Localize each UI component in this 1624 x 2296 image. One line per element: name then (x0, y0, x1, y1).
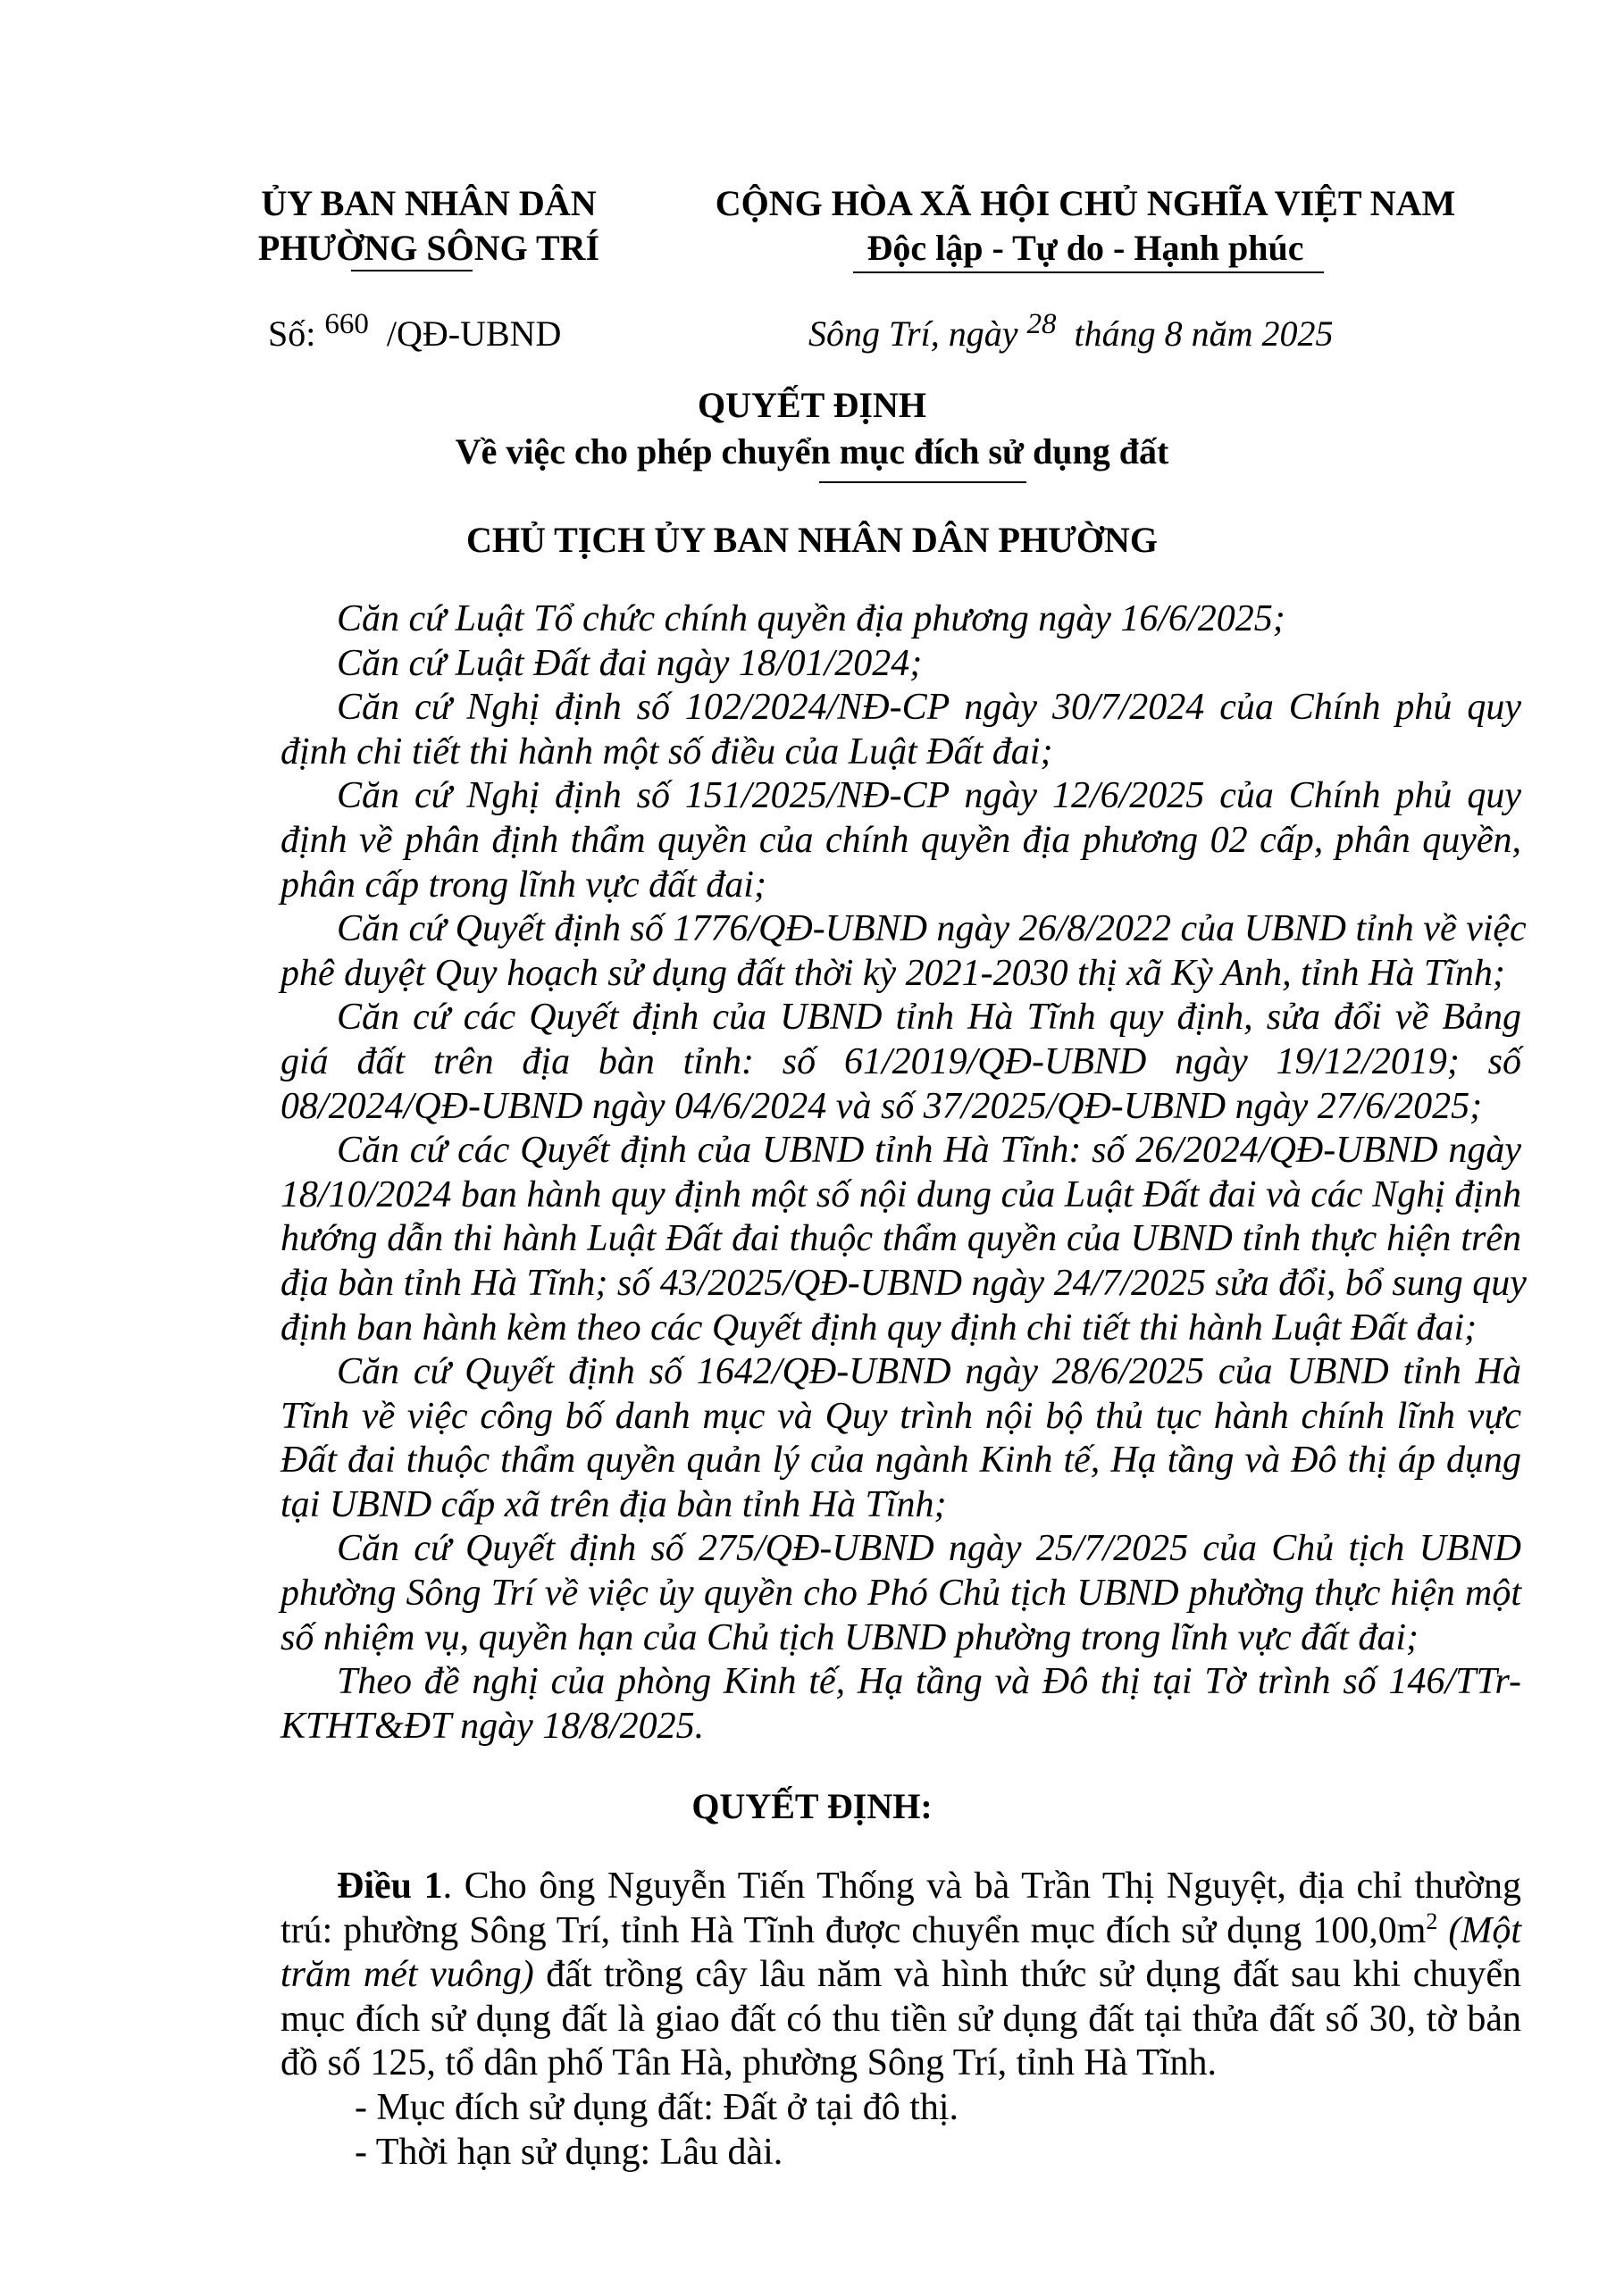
basis-line: Căn cứ Nghị định số 102/2024/NĐ-CP ngày 30/7/2024 của Chính phủ quy (337, 687, 1521, 729)
land-use-term: - Thời hạn sử dụng: Lâu dài. (355, 2131, 783, 2173)
number-value: 660 (324, 308, 369, 340)
authority-heading: CHỦ TỊCH ỦY BAN NHÂN DÂN PHƯỜNG (465, 520, 1159, 560)
basis-line: Căn cứ các Quyết định của UBND tỉnh Hà Tĩnh quy định, sửa đổi về Bảng (337, 997, 1521, 1039)
basis-line: giá đất trên địa bàn tỉnh: số 61/2019/QĐ-UBND ngày 19/12/2019; số (280, 1040, 1521, 1082)
legal-basis (280, 597, 1527, 1749)
basis-line: hướng dẫn thi hành Luật Đất đai thuộc thẩm quyền của UBND tỉnh thực hiện trên (280, 1218, 1521, 1260)
national-title: CỘNG HÒA XÃ HỘI CHỦ NGHĨA VIỆT NAM Độc lập - Tự do - Hạnh phúc (715, 183, 1456, 268)
basis-line: tại UBND cấp xã trên địa bàn tỉnh Hà Tĩnh; (280, 1483, 947, 1525)
basis-line: Đất đai thuộc thẩm quyền quản lý của ngành Kinh tế, Hạ tầng và Đô thị áp dụng (280, 1440, 1521, 1482)
land-use-purpose: - Mục đích sử dụng đất: Đất ở tại đô thị. (355, 2086, 959, 2128)
basis-line: 18/10/2024 ban hành quy định một số nội dung của Luật Đất đai và các Nghị định (280, 1173, 1521, 1215)
basis-line: địa bàn tỉnh Hà Tĩnh; số 43/2025/QĐ-UBND ngày 24/7/2025 sửa đổi, bổ sung quy (280, 1262, 1527, 1304)
basis-line: Căn cứ Luật Tổ chức chính quyền địa phương ngày 16/6/2025; (337, 598, 1285, 639)
basis-line: số nhiệm vụ, quyền hạn của Chủ tịch UBND phường trong lĩnh vực đất đai; (280, 1616, 1419, 1658)
basis-line: Căn cứ các Quyết định của UBND tỉnh Hà Tĩnh: số 26/2024/QĐ-UBND ngày (337, 1130, 1521, 1172)
basis-line: phường Sông Trí về việc ủy quyền cho Phó Chủ tịch UBND phường thực hiện một (280, 1573, 1521, 1615)
article-line: trăm mét vuông) đất trồng cây lâu năm và hình thức sử dụng đất sau khi chuyển (280, 1954, 1521, 1996)
document-number: Số: $^{660}$ /QĐ-UBND (268, 308, 562, 354)
subtitle-underline (819, 481, 1026, 483)
article-line: mục đích sử dụng đất là giao đất có thu tiền sử dụng đất tại thửa đất số 30, tờ bản (280, 1998, 1521, 2040)
basis-line: Tĩnh về việc công bố danh mục và Quy trình nội bộ thủ tục hành chính lĩnh vực (280, 1395, 1521, 1437)
issuer-underline (351, 270, 473, 271)
motto-underline (853, 271, 1324, 273)
date-day: 28 (1026, 308, 1057, 340)
basis-line: 08/2024/QĐ-UBND ngày 04/6/2024 và số 37/2025/QĐ-UBND ngày 27/6/2025; (280, 1085, 1483, 1127)
document-title: QUYẾT ĐỊNH (698, 385, 926, 425)
basis-line: Căn cứ Quyết định số 1642/QĐ-UBND ngày 28/6/2025 của UBND tỉnh Hà (337, 1351, 1521, 1393)
basis-line: Căn cứ Luật Đất đai ngày 18/01/2024; (337, 642, 923, 684)
basis-line: KTHT&ĐT ngày 18/8/2025. (280, 1705, 705, 1747)
article-line: đồ số 125, tổ dân phố Tân Hà, phường Sông Trí, tỉnh Hà Tĩnh. (280, 2042, 1217, 2084)
basis-line: Căn cứ Quyết định số 1776/QĐ-UBND ngày 26/8/2022 của UBND tỉnh về việc (337, 908, 1527, 950)
basis-line: định chi tiết thi hành một số điều của Luật Đất đai; (280, 731, 1053, 772)
basis-line: định ban hành kèm theo các Quyết định quy định chi tiết thi hành Luật Đất đai; (280, 1307, 1478, 1348)
basis-line: phê duyệt Quy hoạch sử dụng đất thời kỳ 2021-2030 thị xã Kỳ Anh, tỉnh Hà Tĩnh; (280, 952, 1505, 994)
article-1 (280, 1865, 1521, 2175)
issuer-name: ỦY BAN NHÂN DÂN PHƯỜNG SÔNG TRÍ (257, 183, 600, 268)
document-subtitle: Về việc cho phép chuyển mục đích sử dụng đất (455, 431, 1169, 472)
article-label: Điều 1 (337, 1866, 443, 1907)
basis-line: Theo đề nghị của phòng Kinh tế, Hạ tầng và Đô thị tại Tờ trình số 146/TTr- (337, 1661, 1521, 1703)
article-line: trú: phường Sông Trí, tỉnh Hà Tĩnh được chuyển mục đích sử dụng $100,0m^2$ (Một (280, 1908, 1521, 1951)
basis-line: Căn cứ Nghị định số 151/2025/NĐ-CP ngày 12/6/2025 của Chính phủ quy (337, 775, 1521, 817)
decision-heading: QUYẾT ĐỊNH: (691, 1786, 933, 1826)
document-date: Sông Trí, ngày $^{28}$ tháng 8 năm 2025 (808, 308, 1334, 354)
basis-line: định về phân định thẩm quyền của chính quyền địa phương 02 cấp, phân quyền, (280, 819, 1521, 861)
basis-line: Căn cứ Quyết định số 275/QĐ-UBND ngày 25/7/2025 của Chủ tịch UBND (337, 1528, 1521, 1570)
article-line: Điều 1. Cho ông Nguyễn Tiến Thống và bà Trần Thị Nguyệt, địa chỉ thường (337, 1866, 1522, 1907)
basis-line: phân cấp trong lĩnh vực đất đai; (280, 864, 766, 906)
